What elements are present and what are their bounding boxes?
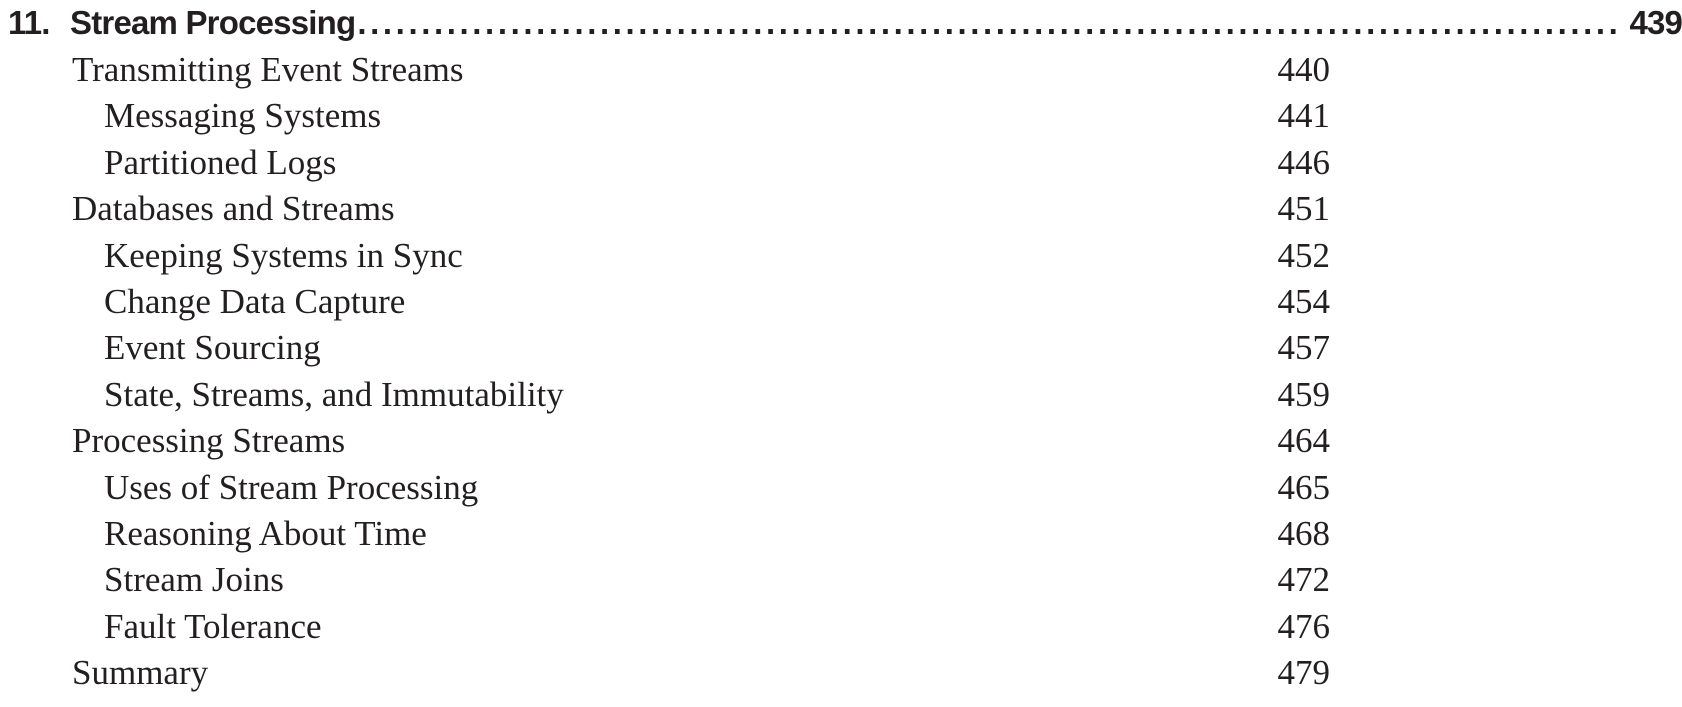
toc-entry-page: 472 — [1277, 560, 1330, 600]
toc-entry[interactable] — [0, 373, 1338, 419]
toc-entry-page: 454 — [1277, 281, 1330, 321]
toc-entry-title: Partitioned Logs — [104, 142, 337, 182]
toc-entry-title: Summary — [72, 653, 209, 693]
toc-entry[interactable] — [0, 651, 1338, 697]
toc-entry-page: 457 — [1277, 328, 1330, 368]
dot-leader: ................................................................................................... — [357, 4, 1622, 41]
toc-entry-page: 440 — [1277, 50, 1330, 89]
toc-entry-page: 459 — [1277, 374, 1330, 414]
toc-entry-page: 446 — [1277, 142, 1330, 182]
toc-entry[interactable] — [0, 141, 1338, 187]
toc-entry[interactable] — [0, 512, 1338, 558]
chapter-title[interactable]: Stream Processing — [70, 4, 356, 41]
toc-entry-page: 451 — [1277, 189, 1330, 229]
toc-entry-title: Fault Tolerance — [104, 606, 322, 646]
chapter-number: 11. — [8, 4, 50, 41]
toc-entry[interactable] — [0, 280, 1338, 326]
toc-entry-title: Processing Streams — [72, 421, 346, 461]
toc-entry-title: Transmitting Event Streams — [72, 50, 464, 89]
toc-entry[interactable] — [0, 466, 1338, 512]
toc-entry-title: Uses of Stream Processing — [104, 467, 479, 507]
toc-entry-page: 464 — [1277, 421, 1330, 461]
toc-entry-page: 476 — [1277, 606, 1330, 646]
toc-entry[interactable] — [0, 419, 1338, 465]
toc-entry-title: Messaging Systems — [104, 96, 382, 136]
toc-entry-title: Stream Joins — [104, 560, 284, 600]
toc-entry-title: Keeping Systems in Sync — [104, 235, 463, 275]
toc-entry-page: 452 — [1277, 235, 1330, 275]
toc-entry-page: 468 — [1277, 513, 1330, 553]
toc-entry[interactable] — [0, 187, 1338, 233]
toc-entry-page: 479 — [1277, 653, 1330, 693]
toc-entry[interactable] — [0, 605, 1338, 651]
toc-entry-title: Event Sourcing — [104, 328, 321, 368]
toc-entry-title: Reasoning About Time — [104, 513, 427, 553]
toc-entry-title: State, Streams, and Immutability — [104, 374, 564, 414]
toc-entry[interactable] — [0, 48, 1338, 94]
chapter-heading[interactable] — [8, 0, 1682, 46]
toc-entry[interactable] — [0, 558, 1338, 604]
toc-entry-page: 465 — [1277, 467, 1330, 507]
toc-entry[interactable] — [0, 326, 1338, 372]
toc-entry-title: Databases and Streams — [72, 189, 395, 229]
toc-entry[interactable] — [0, 234, 1338, 280]
toc-entry[interactable] — [0, 94, 1338, 140]
toc-entry-page: 441 — [1277, 96, 1330, 136]
toc-entry-title: Change Data Capture — [104, 281, 406, 321]
toc-entries — [0, 48, 1338, 697]
chapter-page-number[interactable]: 439 — [1629, 4, 1682, 41]
